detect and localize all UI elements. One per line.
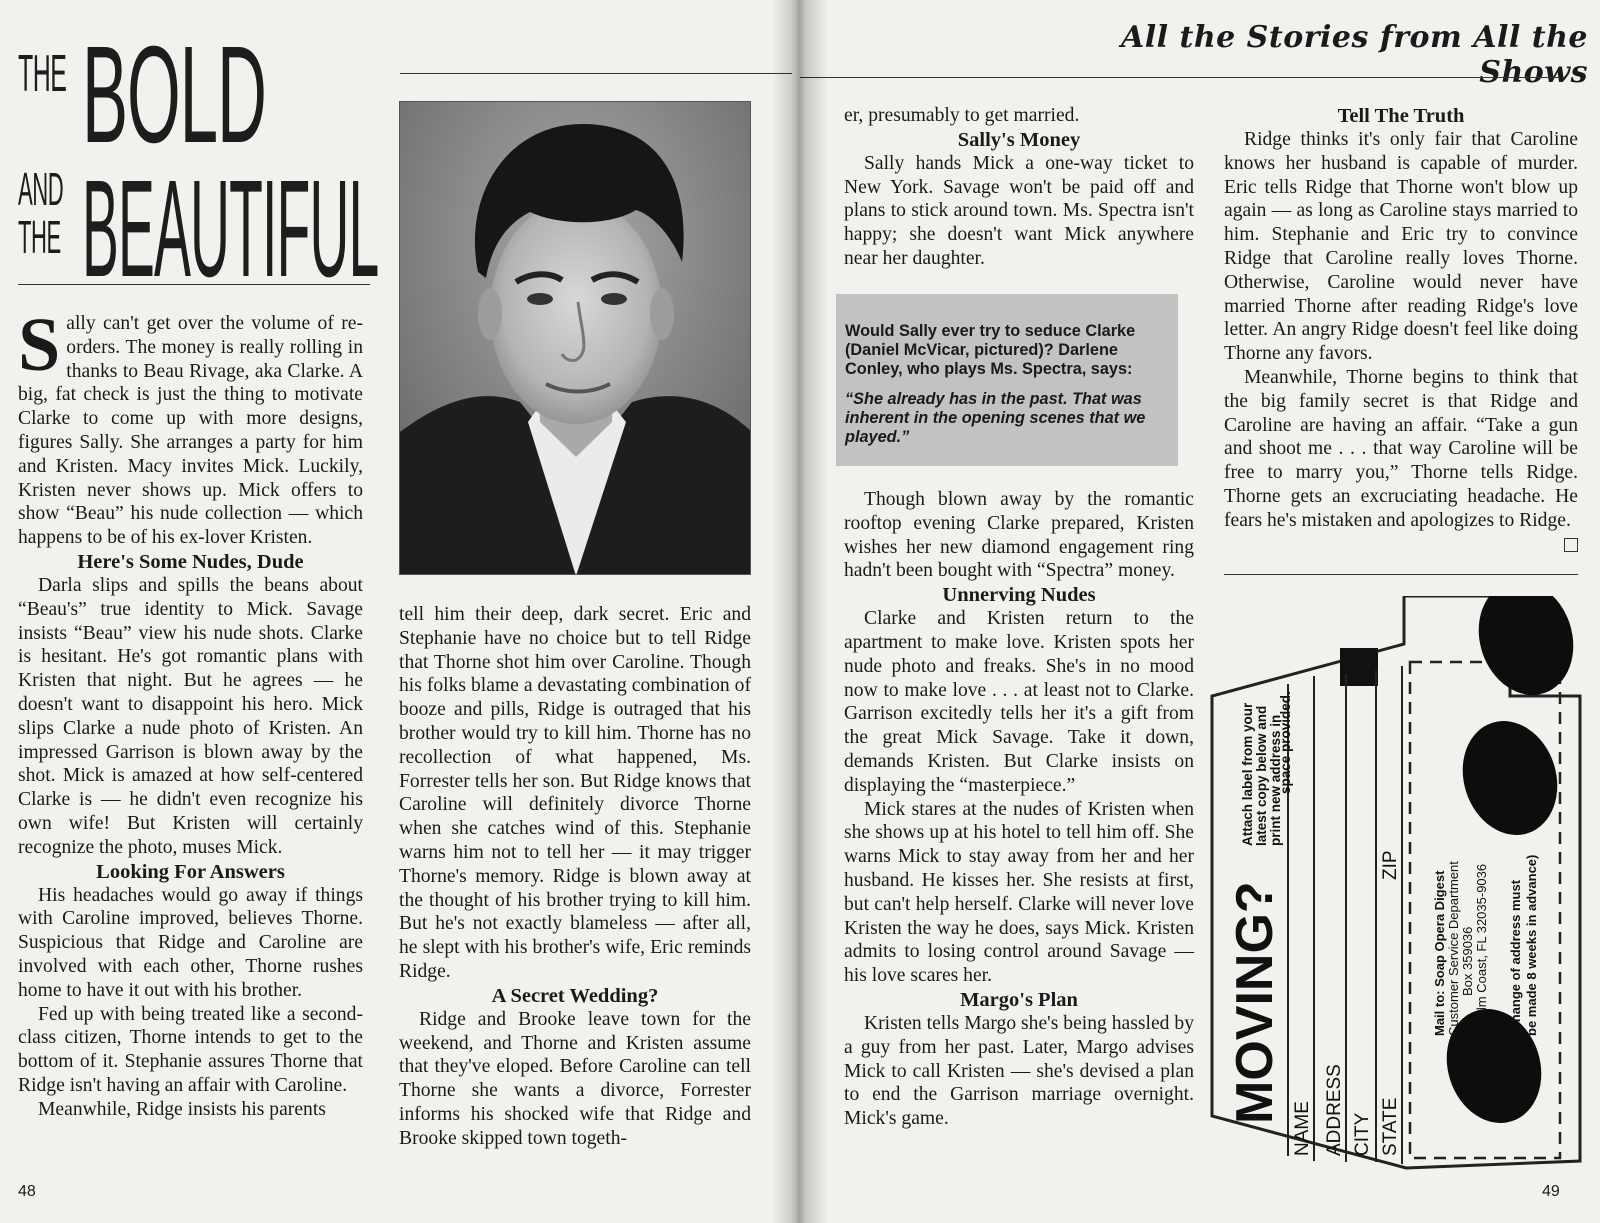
punch-hole-icon [1464,596,1587,707]
moving-title: MOVING? [1226,881,1284,1124]
subhead-answers: Looking For Answers [96,860,285,883]
subhead-nudes: Here's Some Nudes, Dude [77,550,304,573]
masthead-bold: BOLD [82,18,266,172]
masthead-beautiful: BEAUTIFUL [82,152,379,306]
left-page [0,0,792,1223]
subhead-money: Sally's Money [957,128,1081,151]
note-line: be made 8 weeks in advance) [1524,854,1539,1036]
intro-text: ally can't get over the volume of re-orders. The money is really rolling in thanks to Beau Rivage, aka Clarke. A big, fat check is just the thing to motivate Clarke to come up with more designs, figures Sally. She arranges a party for him and Kristen. Macy invites Mick. Luckily, Kristen never shows up. Mick offers to show “Beau” his nude collection — which happens to be of his ex-lover Kristen. [18,313,363,549]
paragraph [1224,366,1578,533]
page-number-left: 48 [18,1183,36,1200]
quote-text: “She already has in the past. That was inherent in the opening scenes that we played.” [845,389,1146,447]
end-mark-icon [1564,538,1578,552]
subhead-truth: Tell The Truth [1337,105,1465,127]
punch-hole-icon [1448,709,1571,848]
mail-to-line: Palm Coast, FL 32035-9036 [1474,863,1489,1026]
paragraph: Ridge and Brooke leave town for the weekend, and Thorne and Kristen assume that they've eloped. Before Caroline can tell Thorne she wants a divorce, Forrester informs his shocked wife that Ridge and Brooke skipped town togeth- [399,1008,751,1149]
mail-to-line: Box 359036 [1460,926,1475,996]
page-number-right: 49 [1542,1183,1560,1200]
right-column-1 [844,104,1194,271]
field-name-label: NAME [1292,1101,1313,1156]
paragraph: Mick stares at the nudes of Kristen when she shows up at his hotel to tell him off. She warns Mick to stay away from her and her husband. He kisses her. She resists at first, but can't help herself. Clarke will never love Kristen the way he does, says Mick. Kristen admits to losing control around Savage — his love scares her. [844,798,1194,987]
paragraph-text: Meanwhile, Thorne begins to think that the big family secret is that Ridge and Caroline are having an affair. “Take a gun and shoot me . . . that way Caroline will be free to marry you,” Thorne tells Ridge. Thorne gets an excruciating headache. He fears he's mistaken and apologizes to Ridge. [1224,366,1578,531]
right-page [800,0,1600,1223]
paragraph: Kristen tells Margo she's being hassled by a guy from her past. Later, Margo advises Mick to call Kristen — she's devised a plan to end the Garrison marriage overnight. Mick's game. [844,1012,1194,1130]
quote-lead: Would Sally ever try to seduce Clarke (Daniel McVicar, pictured)? Darlene Conley, who plays Ms. Spectra, says: [845,322,1136,379]
right-column-1-continued [844,488,1194,1131]
top-rule [400,73,792,74]
paragraph: Though blown away by the romantic rooftop evening Clarke prepared, Kristen wishes her new diamond engagement ring hadn't been bought with “Spectra” money. [844,489,1194,582]
book-gutter [772,0,828,1223]
column-rule [1224,574,1578,575]
mail-to-line: Customer Service Department [1446,861,1461,1036]
paragraph: His headaches would go away if things with Caroline improved, believes Thorne. Suspicious that Ridge and Caroline are involved with each other, Thorne rushes home to have it out with his brother. [18,884,363,1001]
instruction-line: print new address in [1268,714,1283,846]
field-address-label: ADDRESS [1324,1064,1345,1156]
paragraph: Ridge thinks it's only fair that Caroline knows her husband is capable of murder. Eric tells Ridge that Thorne won't blow up again — as long as Caroline stays married to him. Stephanie and Eric try to convince Ridge that Caroline really loves Thorne. Otherwise, Caroline would never have married Thorne after reading Ridge's love letter. An angry Ridge doesn't feel like doing Thorne any favors. [1224,129,1578,365]
masthead [18,18,379,306]
note-line: (Change of address must [1508,879,1523,1036]
instruction-line: Attach label from your [1240,702,1255,846]
portrait-photo [399,101,751,575]
section-header: All the Stories from All the Shows [1120,20,1588,90]
instruction-line: latest copy below and [1254,705,1269,846]
masthead-the-2: THE [18,211,61,263]
moving-form [1210,596,1590,1186]
top-rule [800,77,1560,78]
paragraph: tell him their deep, dark secret. Eric and Stephanie have no choice but to tell Ridge that Thorne shot him over Caroline. Though his folks blame a devastating combination of booze and pills, Ridge is outraged that his brother would try to kill him. Thorne has no recollection of what happened, Ms. Forrester tells her son. But Ridge knows that Caroline will definitely divorce Thorne when she catches wind of this. Stephanie warns him not to tell her — it may trigger Thorne's memory. Ridge is blown away at the thought of his brother trying to kill him. But he's not exactly blameless — after all, he slept with his brother's wife, Eric reminds Ridge. [399,604,751,982]
instruction-line: space provided. [1278,691,1293,794]
paragraph: Darla slips and spills the beans about “Beau's” true identity to Mick. Savage insists “Beau” view his nude shots. Clarke is hesitant. He's got romantic plans with Kristen that night. But he agrees — he doesn't want to disappoint his hero. Mick slips Clarke a nude photo of Kristen. An impressed Garrison is blown away by the shot. Mick is amazed at how self-centered Clarke is — he didn't even recognize his own wife! But Kristen will certainly recognize the photo, muses Mick. [18,574,363,858]
subhead-unnerving: Unnerving Nudes [942,584,1096,607]
left-column-2 [399,603,751,1151]
masthead-rule [18,284,370,285]
subhead-wedding: A Secret Wedding? [491,984,659,1007]
right-column-2 [1224,104,1578,552]
paragraph: Sally hands Mick a one-way ticket to New York. Savage won't be paid off and plans to stick around town. Ms. Spectra isn't happy; she doesn't want Mick anywhere near her daughter. [844,152,1194,269]
masthead-the: THE [18,45,67,103]
subhead-margo: Margo's Plan [960,988,1078,1011]
left-column-1 [18,303,363,1122]
pull-quote-box [836,294,1178,466]
masthead-and: AND [18,163,64,215]
field-state-label: STATE [1380,1097,1401,1156]
paragraph: Meanwhile, Ridge insists his parents [38,1098,326,1120]
drop-cap: S [18,303,61,387]
intro-paragraph [18,303,363,550]
paragraph: er, presumably to get married. [844,105,1080,126]
paragraph: Fed up with being treated like a second-class citizen, Thorne intends to get to the bottom of it. Stephanie assures Thorne that Ridge isn't having an affair with Caroline. [18,1003,363,1096]
field-city-label: CITY [1352,1112,1373,1156]
mail-to-line: Mail to: Soap Opera Digest [1432,870,1447,1036]
paragraph: Clarke and Kristen return to the apartment to make love. Kristen spots her nude photo and freaks. She's in no mood now to make love . . . at least not to Clarke. Garrison excitedly tells her it's a gift from the great Mick Savage. Take it down, demands Kristen. But Clarke insists on displaying the “masterpiece.” [844,608,1194,796]
field-zip-label: ZIP [1380,850,1401,880]
portrait-illustration [400,102,751,575]
